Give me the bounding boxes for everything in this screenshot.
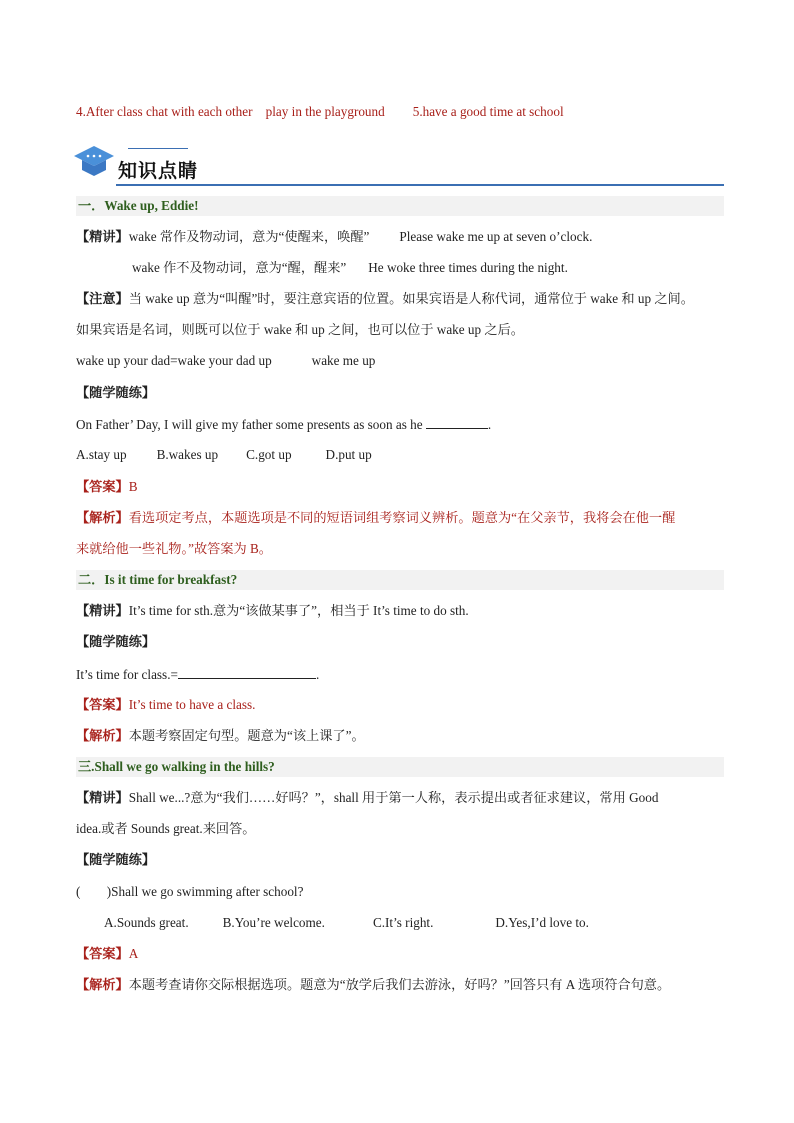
s2-question: It’s time for class.= . [76, 667, 320, 682]
s1-note-1: 【注意】当 wake up 意为“叫醒”时，要注意宾语的位置。如果宾语是人称代词，通常位于 wake 和 up 之间。 [76, 291, 694, 306]
s2-practice-label: 【随学随练】 [76, 634, 156, 649]
s3-question: ( )Shall we go swimming after school? [76, 884, 304, 899]
top-item-4: 4.After class chat with each other play in the playground [76, 104, 385, 119]
s2-answer: 【答案】It’s time to have a class. [76, 697, 256, 712]
s3-practice-label: 【随学随练】 [76, 852, 156, 867]
s1-option-d[interactable]: D.put up [325, 447, 372, 462]
section-3-title: 三.Shall we go walking in the hills? [78, 759, 275, 774]
s1-examples: wake up your dad=wake your dad up wake me up [76, 353, 376, 368]
section-2-title: 二．Is it time for breakfast? [78, 572, 238, 587]
s1-option-b[interactable]: B.wakes up [156, 447, 219, 462]
s1-explanation-2: wake 作不及物动词，意为“醒，醒来” He woke three times during the night. [132, 260, 568, 275]
s3-options [104, 915, 589, 931]
s3-answer-paren[interactable]: ( ) [76, 884, 112, 899]
s1-answer-blank[interactable] [426, 416, 488, 429]
s1-answer: 【答案】B [76, 479, 138, 494]
section-1-title-bar [76, 196, 724, 216]
s3-analysis: 【解析】本题考查请你交际根据选项。题意为“放学后我们去游泳，好吗？”回答只有 A 选项符合句意。 [76, 977, 671, 992]
s3-answer: 【答案】A [76, 946, 139, 961]
s1-option-a[interactable]: A.stay up [76, 447, 127, 462]
s1-option-c[interactable]: C.got up [246, 447, 292, 462]
s3-option-b[interactable]: B.You’re welcome. [222, 915, 325, 930]
s1-analysis-1: 【解析】看选项定考点，本题选项是不同的短语词组考察词义辨析。题意为“在父亲节，我将会在他一醒 [76, 510, 676, 525]
s2-answer-blank[interactable] [178, 666, 316, 679]
graduation-cap-icon [72, 144, 116, 180]
s3-option-c[interactable]: C.It’s right. [372, 915, 434, 930]
s3-option-d[interactable]: D.Yes,I’d love to. [495, 915, 589, 930]
section-1-title: 一．Wake up, Eddie! [78, 198, 199, 213]
section-title: 知识点睛 [118, 160, 199, 182]
s2-explanation: 【精讲】It’s time for sth.意为“该做某事了”，相当于 It’s time to do sth. [76, 603, 469, 618]
section-2-title-bar [76, 570, 724, 590]
s1-explanation-1: 【精讲】wake 常作及物动词，意为“使醒来，唤醒” Please wake me up at seven o’clock. [76, 229, 593, 244]
section-header [72, 144, 724, 188]
top-items-line [76, 104, 564, 120]
s1-analysis-2: 来就给他一些礼物。”故答案为 B。 [76, 541, 272, 556]
top-item-5: 5.have a good time at school [412, 104, 564, 119]
s3-option-a[interactable]: A.Sounds great. [104, 915, 189, 930]
section-3-title-bar [76, 757, 724, 777]
s3-explanation-2: idea.或者 Sounds great.来回答。 [76, 821, 256, 836]
s1-practice-label: 【随学随练】 [76, 385, 156, 400]
s3-explanation-1: 【精讲】Shall we...?意为“我们……好吗？”，shall 用于第一人称，表示提出或者征求建议，常用 Good [76, 790, 659, 805]
s2-analysis: 【解析】本题考察固定句型。题意为“该上课了”。 [76, 728, 365, 743]
s1-note-2: 如果宾语是名词，则既可以位于 wake 和 up 之间，也可以位于 wake up 之后。 [76, 322, 524, 337]
s1-options [76, 447, 372, 463]
s1-question: On Father’ Day, I will give my father some presents as soon as he . [76, 417, 492, 432]
